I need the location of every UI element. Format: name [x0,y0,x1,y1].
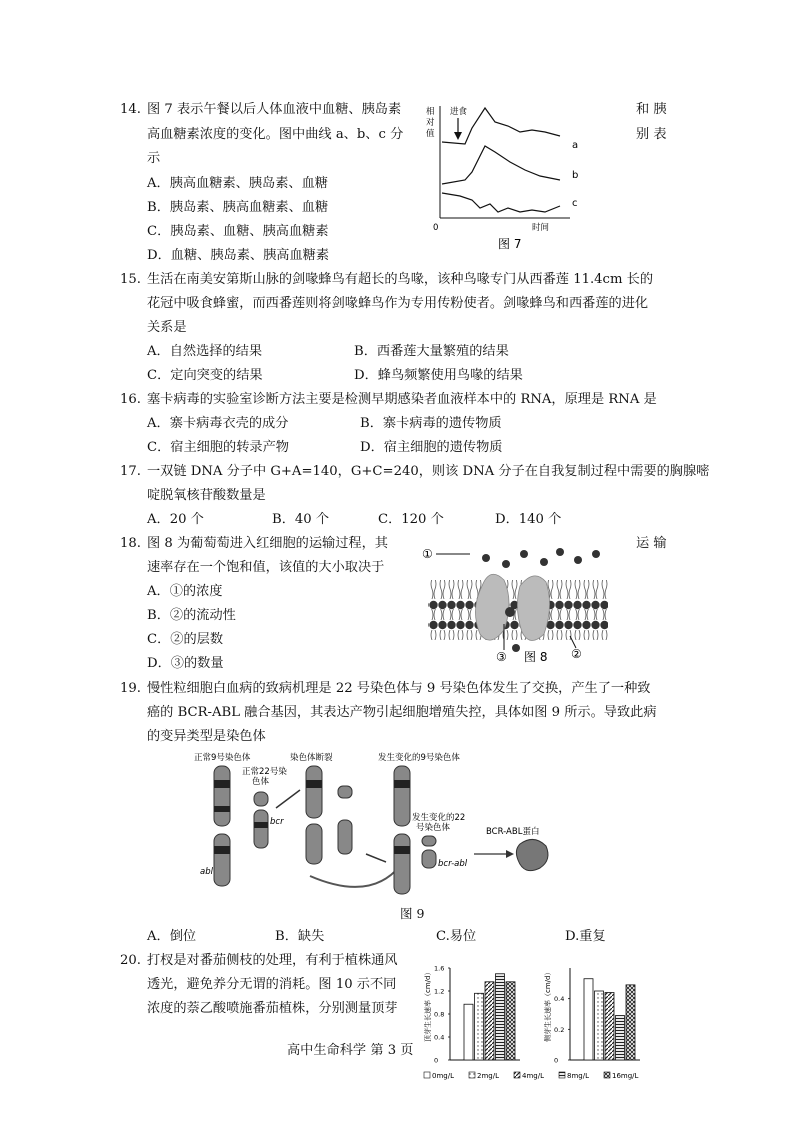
fig7-curve-b [442,146,560,184]
q19-option-c: C.易位 [436,929,477,944]
fig7-curve-c [442,193,560,212]
fig9-normal9-top [214,766,230,826]
fig10-legend [424,1072,639,1080]
q16-number: 16. [120,392,141,407]
legend-swatch [424,1072,430,1078]
legend-label: 0mg/L [432,1072,454,1080]
chart-bar [626,985,635,1060]
chart-bar [584,979,593,1060]
fig9-label-bcr: bcr [270,817,284,827]
fig10-chart-terminal-bud [423,965,520,1065]
q15-line3: 关系是 [147,320,187,335]
fig8-solute [482,554,490,562]
q16-option-d: D．宿主细胞的遗传物质 [360,440,503,455]
q19-line1: 慢性粒细胞白血病的致病机理是 22 号染色体与 9 号染色体发生了交换，产生了一种致 [147,681,651,696]
q15-option-a: A．自然选择的结果 [147,344,263,359]
fig8-solute [512,644,520,652]
fig8-transported-solute [505,607,515,617]
fig8-solute [592,550,600,558]
fig9-arrow-curve [310,866,400,887]
q14-line1: 图 7 表示午餐以后人体血液中血糖、胰岛素 [147,102,402,117]
fig9-normal22-top [254,792,268,806]
fig9-normal9-bottom [214,834,230,886]
fig8-solute [502,560,510,568]
q18-option-b: B．②的流动性 [147,608,236,623]
q18-number: 18. [120,536,141,551]
fig8-carrier-protein-right [517,576,549,641]
legend-label: 8mg/L [567,1072,589,1080]
q17-line1: 一双链 DNA 分子中 G+A=140，G+C=240，则该 DNA 分子在自我复制过程中需要的胸腺嘧 [147,464,710,479]
q17-option-a: A．20 个 [147,512,204,527]
q18-option-a: A．①的浓度 [147,584,223,599]
q18-line1: 图 8 为葡萄萄进入红细胞的运输过程，其 [147,536,388,551]
q14-option-d: D．血糖、胰岛素、胰高血糖素 [147,248,330,263]
q18-option-d: D．③的数量 [147,656,224,671]
q19-line2: 癌的 BCR-ABL 融合基因，其表达产物引起细胞增殖失控，具体如图 9 所示。导致此病 [147,705,657,720]
fig9-arrow-3-head [506,850,514,858]
q19-line3: 的变异类型是染色体 [147,729,266,744]
chart-bar [616,1016,625,1060]
fig9-label-normal22: 正常22号染 [242,767,287,777]
q16-option-a: A．寨卡病毒衣壳的成分 [147,416,289,431]
q17-option-b: B．40 个 [272,512,330,527]
fig9-label-changed22: 发生变化的22 [412,813,466,823]
legend-label: 16mg/L [612,1072,639,1080]
fig9-label-normal22b: 色体 [252,777,270,787]
q14-number: 14. [120,102,141,117]
fig7-origin: 0 [433,223,439,233]
figure-7 [420,100,590,250]
chart-tick-label: 0.4 [554,995,565,1004]
chart-tick-label: 0 [554,1056,559,1065]
q17-option-d: D．140 个 [495,512,562,527]
fig9-changed9-bottom [394,834,410,894]
fig9-changed22-top [422,836,436,846]
fig7-arrow-head [454,132,462,140]
fig9-normal22-bottom [254,810,268,848]
fig9-arrow-2 [366,854,386,862]
q14-option-b: B．胰岛素、胰高血糖素、血糖 [147,200,329,215]
chart-bar [506,982,515,1060]
fig7-label-a: a [572,140,579,151]
chart-bar [605,993,614,1060]
q16-option-b: B．寨卡病毒的遗传物质 [360,416,502,431]
chart-tick-label: 1.2 [434,987,445,996]
q14-line1-right: 和 胰 [636,102,667,117]
page-footer: 高中生命科学 第 3 页 [287,1043,414,1058]
fig8-solute [540,558,548,566]
legend-label: 2mg/L [477,1072,499,1080]
fig8-solute [556,548,564,556]
q17-number: 17. [120,464,141,479]
fig9-band [254,822,268,828]
fig8-label-1: ① [422,547,433,561]
legend-label: 4mg/L [522,1072,544,1080]
fig8-solute [520,550,528,558]
q14-line2-right: 别 表 [636,127,667,142]
chart-tick-label: 0.2 [554,1025,565,1034]
chart-ylabel: 侧芽生长速率（cm/d） [544,968,552,1042]
q19-option-a: A．倒位 [147,929,197,944]
q20-number: 20. [120,953,141,968]
figure-10 [420,960,650,1086]
q18-option-c: C．②的层数 [147,632,224,647]
q18-line1-right: 运 输 [636,536,667,551]
fig7-label-c: c [572,198,578,209]
fig9-broken9-bottom [306,824,322,864]
legend-swatch [604,1072,610,1078]
chart-bar [485,982,494,1060]
q14-line3: 示 [147,151,161,166]
q16-line1: 塞卡病毒的实验室诊断方法主要是检测早期感染者血液样本中的 RNA，原理是 RNA 是 [147,392,657,407]
fig9-label-protein: BCR-ABL蛋白 [486,827,540,837]
fig7-ylabel-1: 相 [426,107,435,117]
fig9-label-changed22b: 号染色体 [416,823,451,833]
q14-option-a: A．胰高血糖素、胰岛素、血糖 [147,176,328,191]
fig8-label-2: ② [571,647,582,661]
chart-bar [475,993,484,1060]
fig9-changed22-bottom [422,850,436,868]
q17-line2: 啶脱氧核苷酸数量是 [147,488,266,503]
chart-tick-label: 0.4 [434,1033,445,1042]
q17-option-c: C．120 个 [378,512,444,527]
fig9-band [394,846,410,854]
fig9-arrow-1 [276,790,300,808]
fig8-caption: 图 8 [524,650,548,664]
fig8-solute [574,556,582,564]
chart-ylabel: 顶芽生长速率（cm/d） [424,968,432,1042]
q19-option-b: B．缺失 [275,929,325,944]
figure-9 [190,750,630,900]
fig9-band [306,780,322,788]
q15-option-d: D．蜂鸟频繁使用鸟喙的结果 [354,368,523,383]
fig9-label-fusion: bcr-abl [438,859,468,869]
chart-tick-label: 0 [434,1056,439,1065]
chart-bar [464,1004,473,1060]
q14-option-c: C．胰岛素、血糖、胰高血糖素 [147,224,329,239]
q20-line2: 透光，避免养分无谓的消耗。图 10 示不同 [147,977,397,992]
fig8-label-3: ③ [496,650,507,664]
q15-option-c: C．定向突变的结果 [147,368,263,383]
fig7-label-b: b [572,170,579,181]
fig9-caption: 图 9 [400,906,425,921]
q20-line1: 打杈是对番茄侧枝的处理，有利于植株通风 [147,953,398,968]
fig9-band [214,846,230,854]
fig9-label-normal9: 正常9号染色体 [194,753,251,763]
q18-line2: 速率存在一个饱和值，该值的大小取决于 [147,560,385,575]
figure-8 [420,540,610,668]
q15-number: 15. [120,272,141,287]
fig9-broken9-top [306,766,322,818]
legend-swatch [514,1072,520,1078]
q15-option-b: B．西番莲大量繁殖的结果 [354,344,509,359]
fig9-broken22-bottom [338,820,352,854]
chart-tick-label: 1.6 [434,964,445,973]
q15-line1: 生活在南美安第斯山脉的剑喙蜂鸟有超长的鸟喙，该种鸟喙专门从西番莲 11.4cm 长的 [147,272,654,287]
fig7-ylabel-2: 对 [426,118,435,128]
fig9-label-changed9: 发生变化的9号染色体 [378,753,460,763]
chart-bar [595,991,604,1060]
fig9-band [394,780,410,788]
q15-line2: 花冠中吸食蜂蜜，而西番莲则将剑喙蜂鸟作为专用传粉使者。剑喙蜂鸟和西番莲的进化 [147,296,649,311]
fig10-chart-lateral-bud [543,968,640,1065]
fig9-label-abl: abl [200,867,213,877]
fig7-xlabel: 时间 [532,223,550,233]
fig7-annotation: 进食 [450,107,468,117]
fig9-band [214,806,230,812]
fig9-protein [516,839,548,870]
fig9-band [214,780,230,788]
fig9-label-swap: 染色体断裂 [290,753,333,763]
fig7-ylabel-3: 值 [426,129,435,139]
q14-line2: 高血糖素浓度的变化。图中曲线 a、b、c 分 [147,127,404,142]
fig7-caption: 图 7 [498,237,522,250]
fig9-changed9-top [394,766,410,826]
q19-number: 19. [120,681,141,696]
q19-option-d: D.重复 [565,929,606,944]
q20-line3: 浓度的萘乙酸喷施番茄植株，分别测量顶芽 [147,1001,398,1016]
chart-tick-label: 0.8 [434,1010,445,1019]
q16-option-c: C．宿主细胞的转录产物 [147,440,289,455]
fig9-broken22-top [338,786,352,798]
chart-bar [496,974,505,1060]
legend-swatch [559,1072,565,1078]
legend-swatch [469,1072,475,1078]
